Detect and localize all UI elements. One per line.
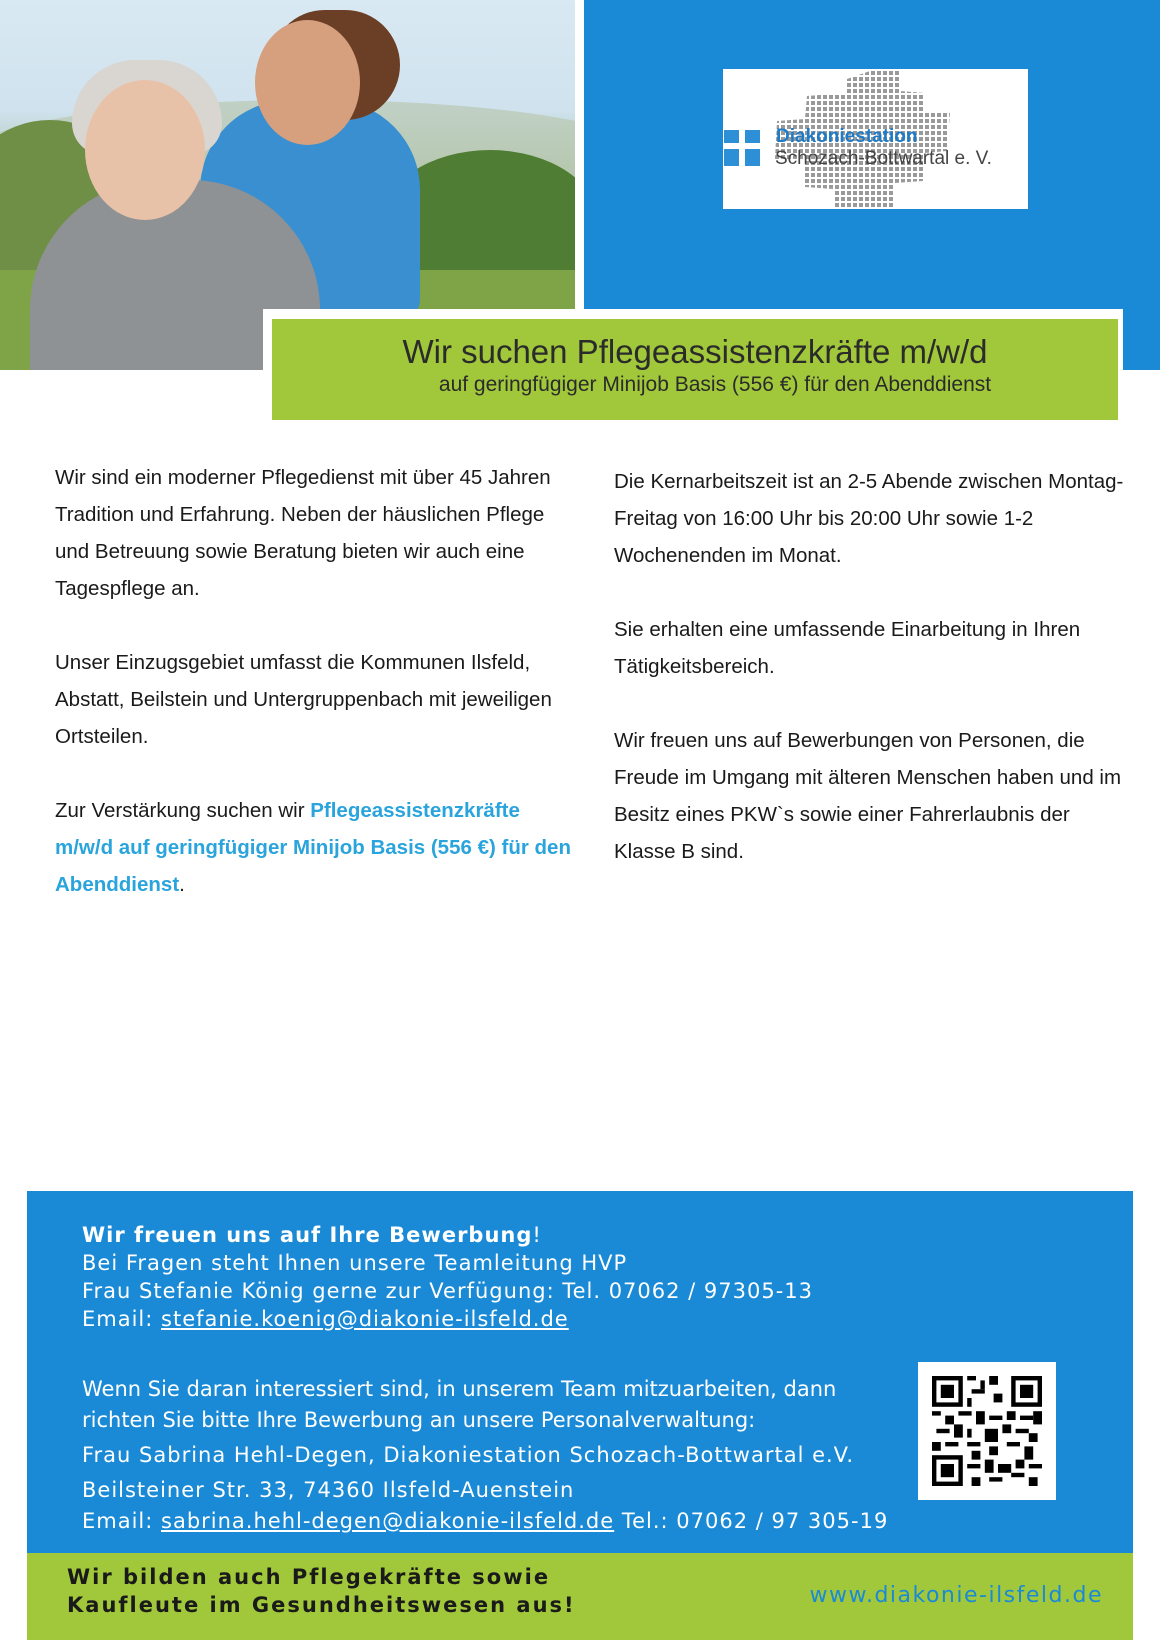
application-email-line: Email: sabrina.hehl-degen@diakonie-ilsfeld.de Tel.: 07062 / 97 305-19	[82, 1509, 889, 1533]
area-paragraph: Unser Einzugsgebiet umfasst die Kommunen Ilsfeld, Abstatt, Beilstein und Untergruppenbach mit jeweiligen Ortsteilen.	[55, 651, 552, 748]
logo-cross-icon	[724, 130, 760, 166]
training-paragraph: Sie erhalten eine umfassende Einarbeitung in Ihren Tätigkeitsbereich.	[614, 618, 1081, 678]
logo-text-region: Schozach-Bottwartal e. V.	[775, 148, 992, 169]
hours-paragraph: Die Kernarbeitszeit ist an 2-5 Abende zwischen Montag-Freitag von 16:00 Uhr bis 20:00 Uhr sowie 1-2 Wochenenden im Monat.	[614, 470, 1124, 567]
left-column	[55, 459, 575, 940]
contact-block	[82, 1221, 813, 1333]
footer-bar	[27, 1553, 1133, 1640]
search-highlight: Pflegeassistenzkräfte m/w/d auf geringfügiger Minijob Basis (556 €) für den Abenddienst	[55, 799, 571, 896]
training-line-2: Kaufleute im Gesundheitswesen aus!	[67, 1593, 576, 1617]
right-column	[614, 463, 1134, 907]
intro-paragraph: Wir sind ein moderner Pflegedienst mit über 45 Jahren Tradition und Erfahrung. Neben der häuslichen Pflege und Betreuung sowie Beratung bieten wir auch eine Tagespflege an.	[55, 466, 551, 600]
logo-text-name: Diakoniestation	[776, 126, 918, 147]
search-paragraph	[55, 792, 575, 903]
contact-line-2: Frau Stefanie König gerne zur Verfügung: Tel. 07062 / 97305-13	[82, 1279, 814, 1303]
application-phone: Tel.: 07062 / 97 305-19	[614, 1509, 889, 1533]
application-email-link[interactable]: sabrina.hehl-degen@diakonie-ilsfeld.de	[161, 1509, 615, 1533]
search-suffix: .	[179, 873, 185, 896]
search-prefix: Zur Verstärkung suchen wir	[55, 799, 311, 822]
qr-code[interactable]	[918, 1362, 1056, 1500]
contact-box	[27, 1191, 1133, 1553]
page-subtitle: auf geringfügiger Minijob Basis (556 €) für den Abenddienst	[438, 373, 992, 396]
contact-line-1: Bei Fragen steht Ihnen unsere Teamleitung HVP	[82, 1251, 628, 1275]
application-block	[82, 1374, 888, 1537]
training-line-1: Wir bilden auch Pflegekräfte sowie	[67, 1565, 551, 1589]
application-line-1: Wenn Sie daran interessiert sind, in unserem Team mitzuarbeiten, dann	[82, 1377, 837, 1401]
application-line-3: Frau Sabrina Hehl-Degen, Diakoniestation Schozach-Bottwartal e.V.	[82, 1443, 855, 1467]
website-link[interactable]: www.diakonie-ilsfeld.de	[809, 1583, 1103, 1608]
contact-email-link[interactable]: stefanie.koenig@diakonie-ilsfeld.de	[161, 1307, 569, 1331]
training-note	[67, 1563, 576, 1619]
application-line-2: richten Sie bitte Ihre Bewerbung an unsere Personalverwaltung:	[82, 1408, 756, 1432]
title-bar	[272, 319, 1118, 420]
contact-headline: Wir freuen uns auf Ihre Bewerbung!	[82, 1223, 542, 1247]
qr-code-icon	[932, 1376, 1042, 1486]
contact-email-line: Email: stefanie.koenig@diakonie-ilsfeld.de	[82, 1307, 569, 1331]
application-address: Beilsteiner Str. 33, 74360 Ilsfeld-Auenstein	[82, 1478, 575, 1502]
page-title: Wir suchen Pflegeassistenzkräfte m/w/d	[402, 333, 988, 370]
requirements-paragraph: Wir freuen uns auf Bewerbungen von Personen, die Freude im Umgang mit älteren Menschen haben und im Besitz eines PKW`s sowie einer Fahrerlaubnis der Klasse B sind.	[614, 729, 1122, 863]
